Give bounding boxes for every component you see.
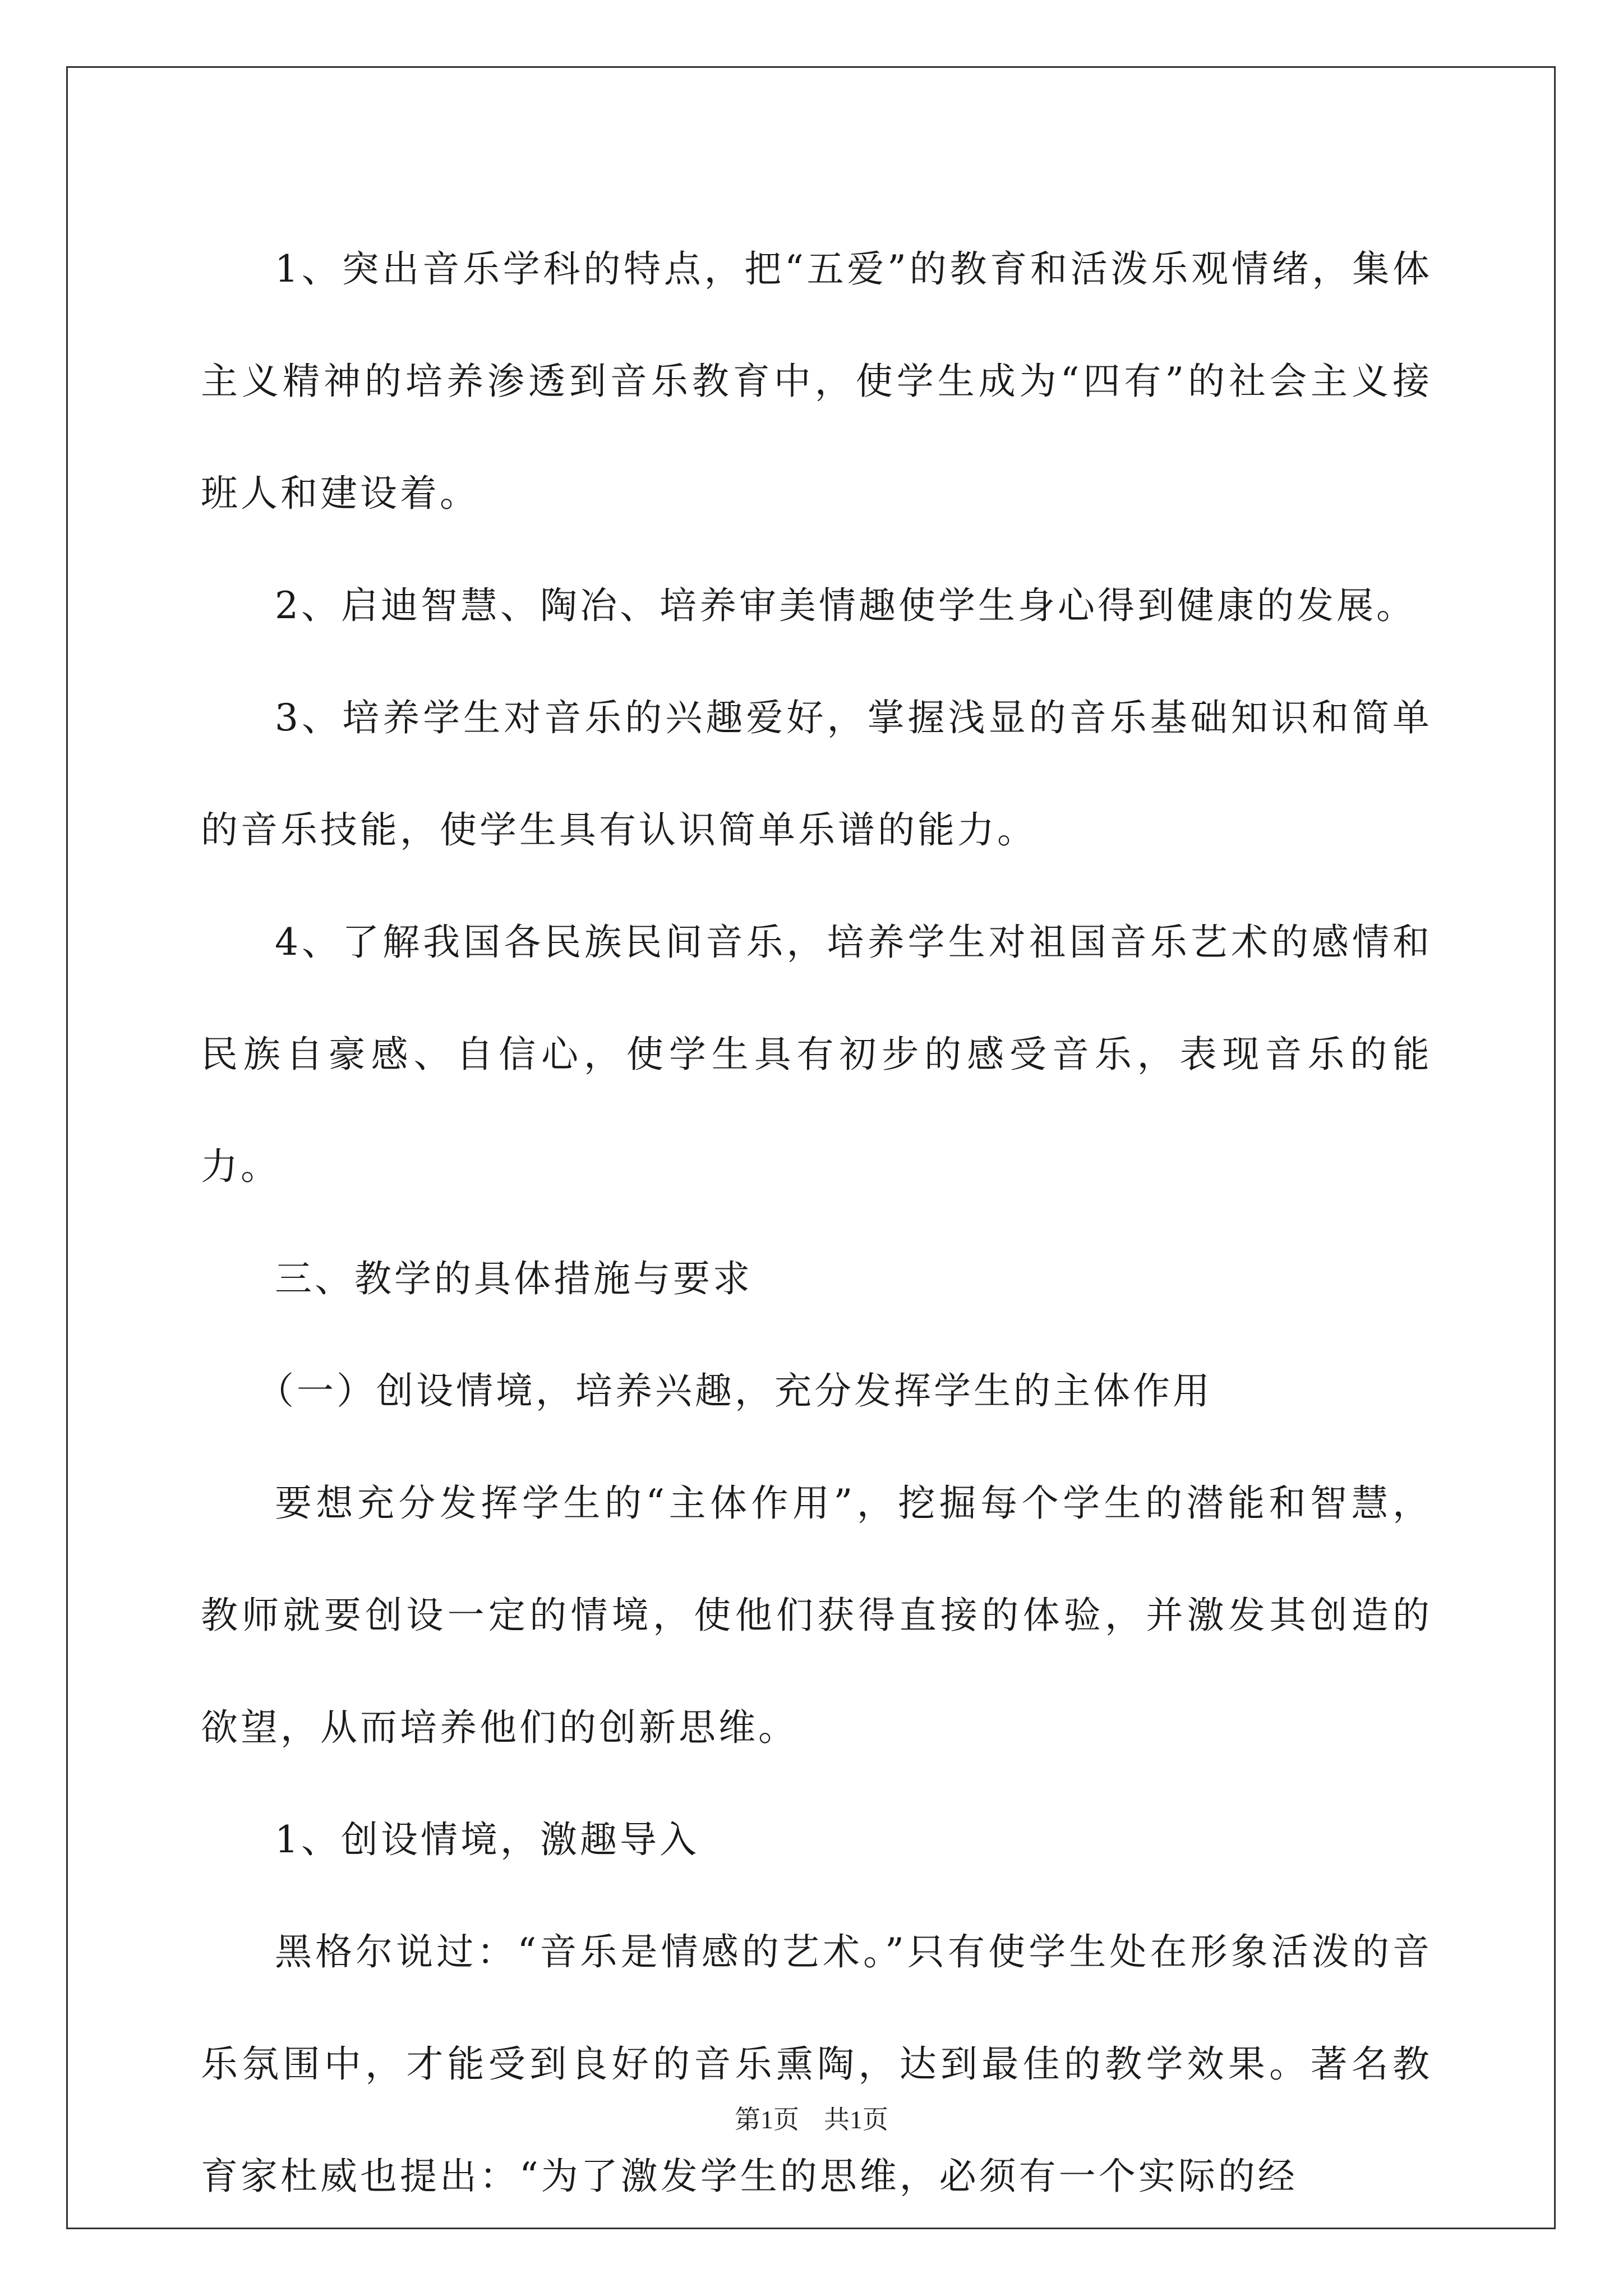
page-footer bbox=[0, 2099, 1623, 2136]
paragraph-body-1: 要想充分发挥学生的“主体作用”，挖掘每个学生的潜能和智慧，教师就要创设一定的情境，使他们获得直接的体验，并激发其创造的欲望，从而培养他们的创新思维。 bbox=[201, 1481, 1432, 1749]
page-number: 第1页 bbox=[735, 2105, 799, 2134]
paragraph-goal-4: 4、了解我国各民族民间音乐，培养学生对祖国音乐艺术的感情和民族自豪感、自信心，使学生具有初步的感受音乐，表现音乐的能力。 bbox=[201, 921, 1432, 1188]
document-body bbox=[201, 213, 1432, 2233]
subsection-heading: （一）创设情境，培养兴趣，充分发挥学生的主体作用 bbox=[257, 1369, 1212, 1412]
section-heading: 三、教学的具体措施与要求 bbox=[275, 1257, 753, 1300]
item-heading: 1、创设情境，激趣导入 bbox=[275, 1818, 699, 1861]
paragraph-goal-3: 3、培养学生对音乐的兴趣爱好，掌握浅显的音乐基础知识和简单的音乐技能，使学生具有认识简单乐谱的能力。 bbox=[201, 696, 1432, 852]
paragraph-goal-1: 1、突出音乐学科的特点，把“五爱”的教育和活泼乐观情绪，集体主义精神的培养渗透到音乐教育中，使学生成为“四有”的社会主义接班人和建设着。 bbox=[201, 247, 1432, 515]
paragraph-goal-2: 2、启迪智慧、陶冶、培养审美情趣使学生身心得到健康的发展。 bbox=[275, 584, 1416, 627]
paragraph-body-2: 黑格尔说过：“音乐是情感的艺术。”只有使学生处在形象活泼的音乐氛围中，才能受到良好的音乐熏陶，达到最佳的教学效果。著名教育家杜威也提出：“为了激发学生的思维，必须有一个实际的经 bbox=[201, 1930, 1432, 2198]
page-total: 共1页 bbox=[824, 2105, 888, 2134]
